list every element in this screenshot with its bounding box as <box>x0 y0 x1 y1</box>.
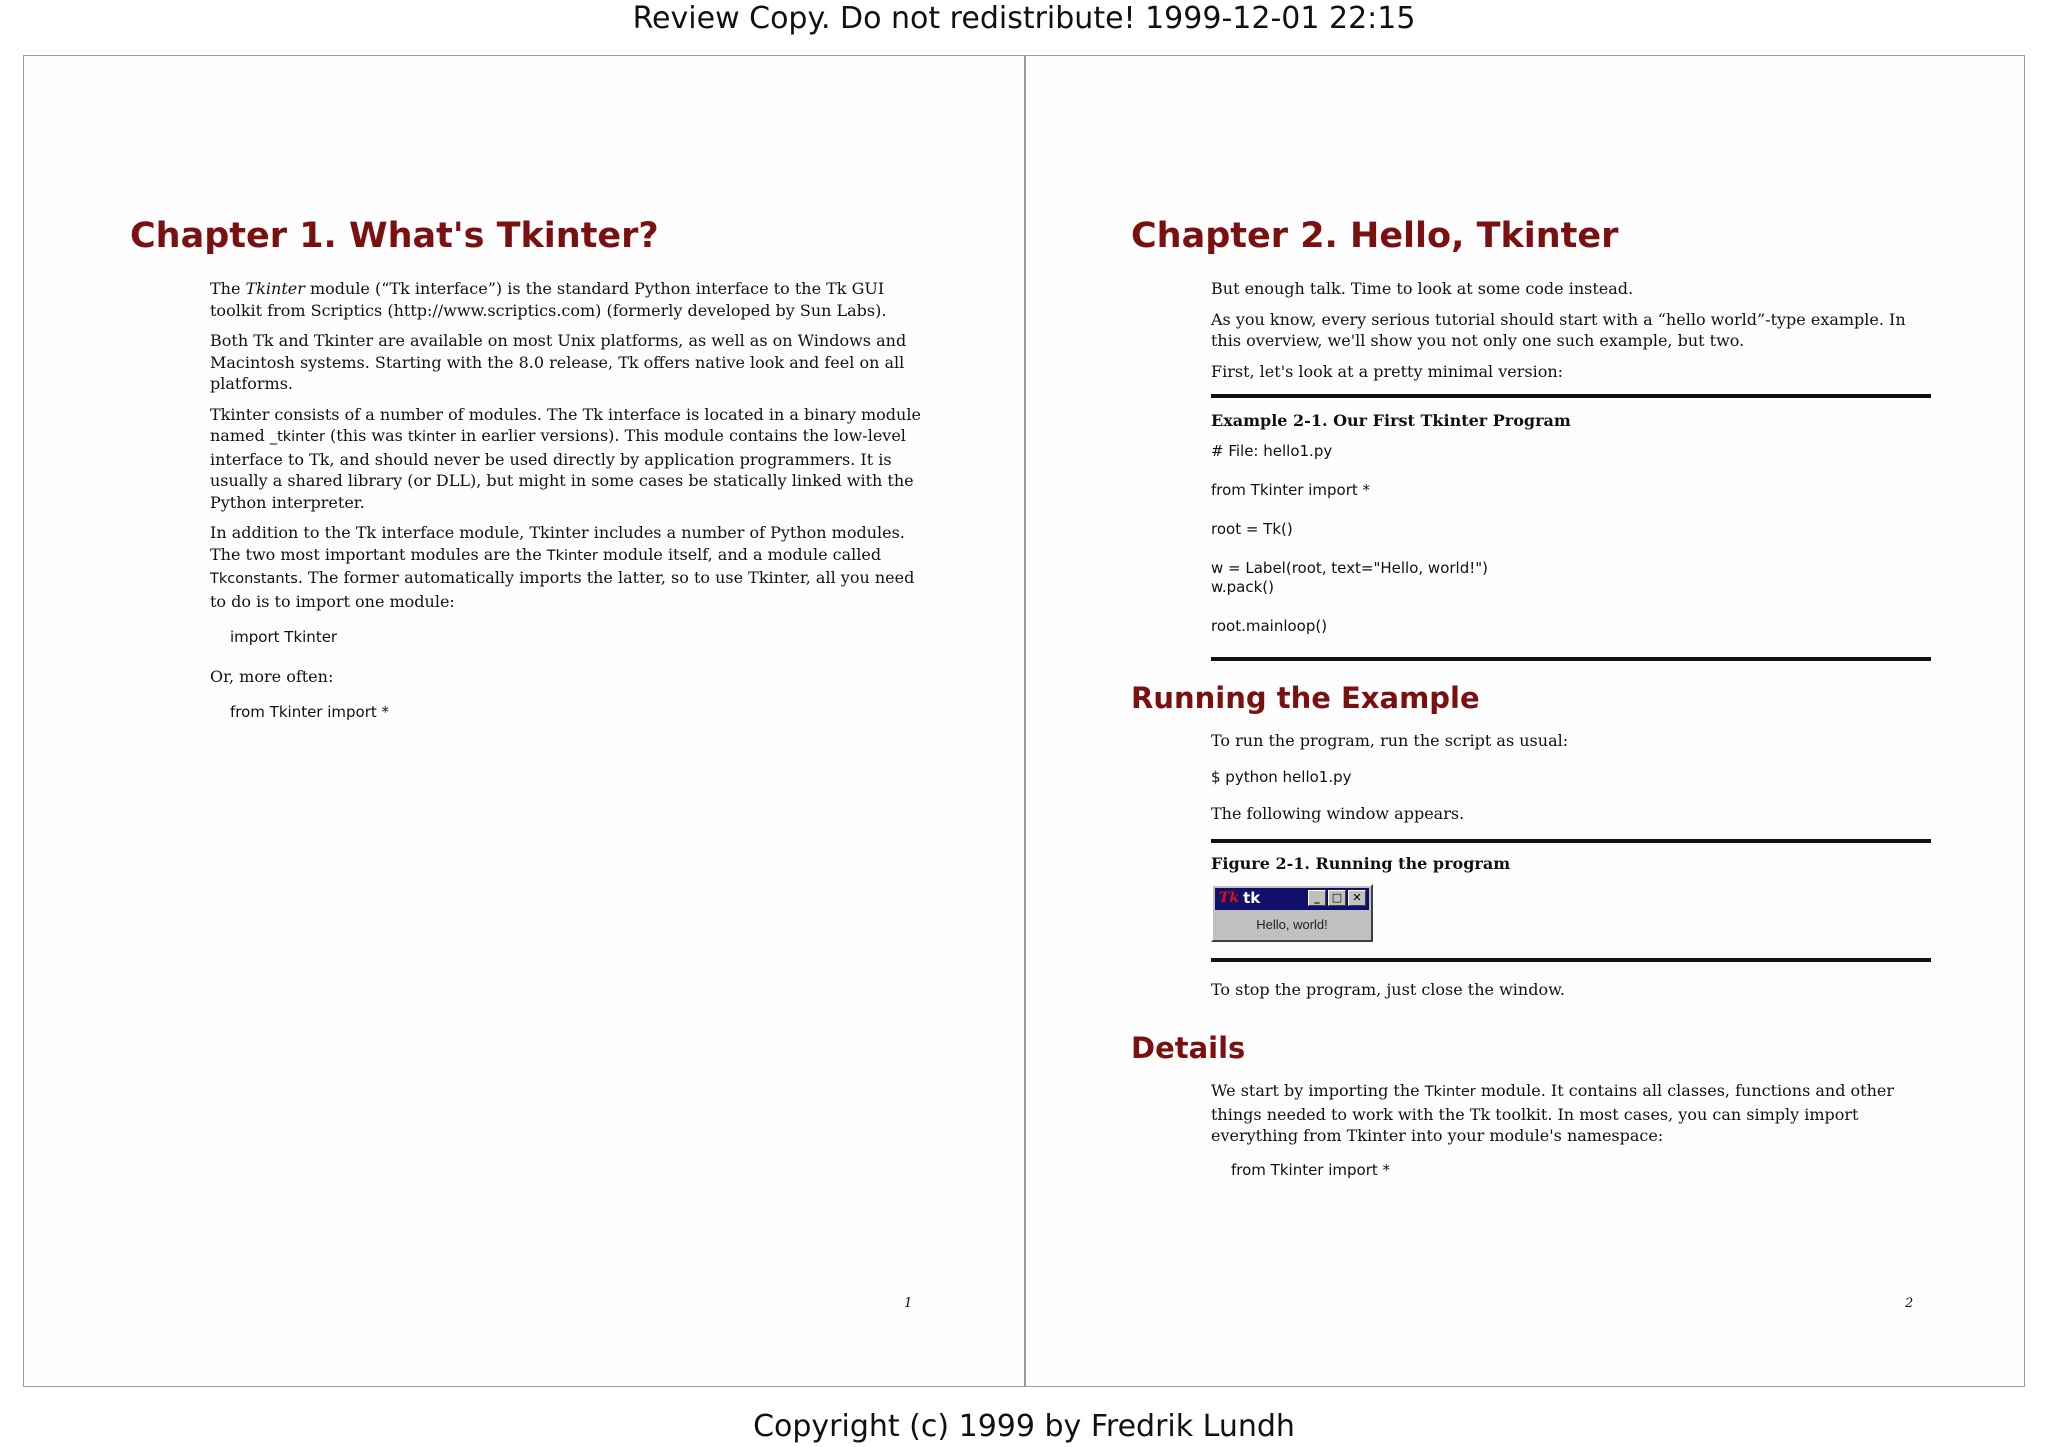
figure-caption: Figure 2-1. Running the program <box>1211 853 1511 873</box>
paragraph: To run the program, run the script as usual: <box>1211 731 1569 750</box>
section-running-title: Running the Example <box>1131 681 1480 715</box>
chapter-2-title: Chapter 2. Hello, Tkinter <box>1131 216 1619 256</box>
chapter-1-body <box>210 278 930 723</box>
example-top-rule <box>1211 394 1931 398</box>
inline-code: Tkinter <box>546 547 598 564</box>
paragraph <box>1211 1080 1931 1147</box>
text: (this was <box>324 426 408 445</box>
example-caption: Example 2-1. Our First Tkinter Program <box>1211 411 1571 430</box>
inline-code: tkinter <box>407 429 456 445</box>
example-code: # File: hello1.py from Tkinter import * root = Tk() w = Label(root, text="Hello, world!") w.pack() root.mainloop() <box>1211 441 1488 635</box>
paragraph: The following window appears. <box>1211 804 1465 823</box>
paragraph: But enough talk. Time to look at some code instead. <box>1211 279 1634 298</box>
shell-command: $ python hello1.py <box>1211 767 1352 786</box>
close-icon: ✕ <box>1348 890 1366 906</box>
figure-top-rule <box>1211 839 1931 843</box>
text: We start by importing the <box>1211 1081 1425 1100</box>
page-spread <box>23 55 2025 1387</box>
paragraph: As you know, every serious tutorial should start with a “hello world”-type example. In this overview, we'll show you not only one such example, but two. <box>1211 309 1906 350</box>
maximize-icon: □ <box>1328 890 1346 906</box>
minimize-icon: _ <box>1308 890 1326 906</box>
tk-logo-icon: Tk <box>1219 890 1240 907</box>
inline-code: Tkinter <box>1424 1084 1476 1100</box>
paragraph: Both Tk and Tkinter are available on most Unix platforms, as well as on Windows and Macintosh systems. Starting with the 8.0 release, Tk offers native look and feel on all platforms. <box>210 331 907 393</box>
code-block: from Tkinter import * <box>230 703 390 721</box>
tk-hello-label: Hello, world! <box>1256 917 1328 932</box>
paragraph: Or, more often: <box>210 666 334 686</box>
paragraph <box>210 404 930 514</box>
chapter-1-title: Chapter 1. What's Tkinter? <box>130 216 659 256</box>
section-details-title: Details <box>1131 1031 1246 1065</box>
copyright-footer: Copyright (c) 1999 by Fredrik Lundh <box>753 1409 1295 1444</box>
paragraph: To stop the program, just close the window. <box>1211 980 1565 999</box>
code-block: import Tkinter <box>230 628 338 646</box>
text-emphasis: Tkinter <box>245 279 305 298</box>
tk-window-screenshot <box>1211 884 1373 942</box>
figure-bottom-rule <box>1211 958 1931 962</box>
tk-window-controls <box>1308 890 1366 906</box>
review-copy-header: Review Copy. Do not redistribute! 1999-12-01 22:15 <box>632 1 1416 36</box>
text: In addition to the Tk interface module, Tkinter includes a number of Python modules. The two most important modules are the <box>210 523 905 564</box>
text: module itself, and a module called <box>597 544 882 564</box>
text: . The former automatically imports the latter, so to use Tkinter, all you need to do is to import one module: <box>210 568 915 611</box>
text: module (“Tk interface”) is the standard Python interface to the Tk GUI toolkit from Scriptics (http://www.scriptics.com) (formerly developed by Sun Labs). <box>210 279 887 320</box>
section-running-body <box>1211 730 1931 1010</box>
text: in earlier versions). This module contains the low-level interface to Tk, and should never be used directly by application programmers. It is usually a shared library (or DLL), but might in some cases be statically linked with the Python interpreter. <box>210 426 914 512</box>
left-page <box>24 56 1024 1386</box>
text: Tkinter consists of a number of modules. The Tk interface is located in a binary module named <box>210 404 921 445</box>
inline-code: Tkconstants <box>210 571 298 587</box>
page-number: 1 <box>904 1296 913 1311</box>
inline-code: _tkinter <box>269 429 325 445</box>
tk-window-titlebar <box>1215 888 1369 910</box>
paragraph <box>210 522 930 612</box>
text: module. It contains all classes, functions and other things needed to work with the Tk toolkit. In most cases, you can simply import everything from Tkinter into your module's namespace: <box>1211 1081 1895 1145</box>
right-page <box>1025 56 2025 1386</box>
code-block: from Tkinter import * <box>1231 1160 1391 1179</box>
chapter-2-intro <box>1211 278 1931 661</box>
text: The <box>210 279 246 298</box>
tk-window-title: tk <box>1243 889 1261 908</box>
page-number: 2 <box>1905 1296 1914 1311</box>
paragraph <box>210 278 930 321</box>
example-bottom-rule <box>1211 657 1931 661</box>
section-details-body <box>1211 1080 1931 1180</box>
paragraph: First, let's look at a pretty minimal version: <box>1211 361 1564 381</box>
